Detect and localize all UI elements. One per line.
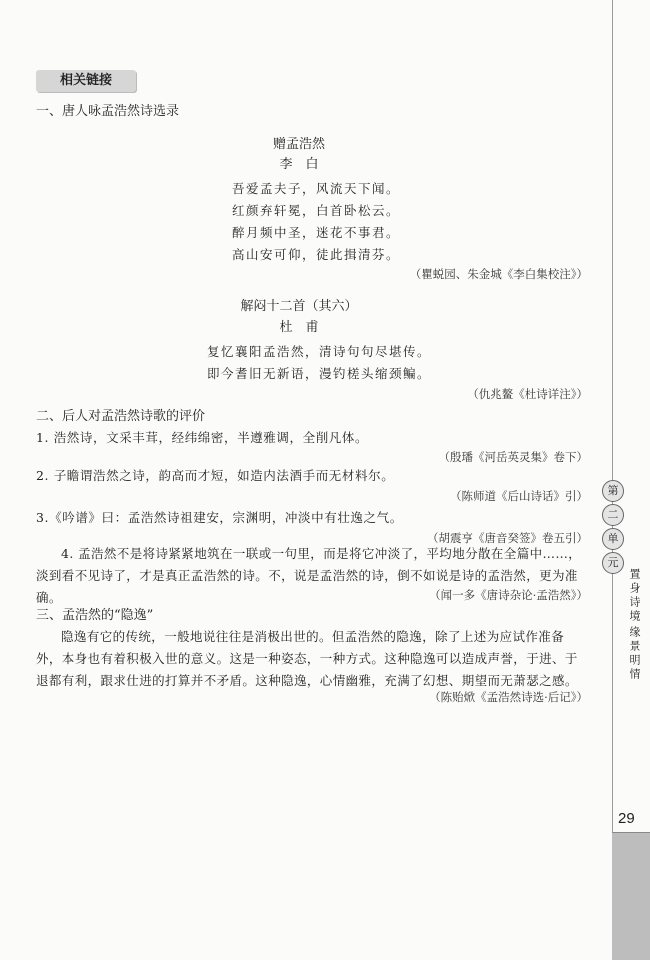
evaluation-source-2: （陈师道《后山诗话》引）	[450, 489, 588, 503]
poem2-source: （仇兆鳌《杜诗详注》）	[467, 387, 588, 401]
poem-line: 红颜弃轩冕，白首卧松云。	[232, 203, 401, 218]
poem-line: 即今耆旧无新语，漫钓槎头缩颈鳊。	[207, 366, 432, 381]
poem-line: 醉月频中圣，迷花不事君。	[232, 225, 401, 240]
unit-char: 第	[602, 480, 624, 502]
poem2-body	[207, 341, 431, 385]
unit-marker	[600, 480, 624, 576]
unit-char: 元	[602, 552, 624, 574]
unit-char: 二	[602, 504, 624, 526]
related-links-badge: 相关链接	[36, 70, 136, 92]
section1-heading: 一、唐人咏孟浩然诗选录	[36, 104, 180, 119]
poem1-title: 赠孟浩然	[272, 137, 325, 152]
section3-paragraph: 隐逸有它的传统，一般地说往往是消极出世的。但孟浩然的隐逸，除了上述为应试作准备外，本身也有着积极入世的意义。这是一种姿态，一种方式。这种隐逸可以造成声誉，于进、于退都有利，跟求仕进的打算并不矛盾。这种隐逸，心情幽雅，充满了幻想、期望而无萧瑟之感。	[36, 629, 578, 688]
unit-char: 单	[602, 528, 624, 550]
evaluation-item-3: 3.《吟谱》曰：孟浩然诗祖建安，宗渊明，冲淡中有壮逸之气。	[36, 510, 403, 525]
poem-line: 复忆襄阳孟浩然，清诗句句尽堪传。	[207, 344, 432, 359]
evaluation-item-1: 1. 浩然诗，文采丰茸，经纬绵密，半遵雅调，全削凡体。	[36, 430, 369, 445]
thumb-tab	[612, 833, 650, 960]
unit-theme-1: 置身诗境	[628, 568, 641, 624]
section2-heading: 二、后人对孟浩然诗歌的评价	[36, 409, 206, 424]
poem1-source: （瞿蜕园、朱金城《李白集校注》）	[409, 267, 588, 281]
poem-line: 吾爱孟夫子，风流天下闻。	[232, 181, 401, 196]
poem2-title: 解闷十二首（其六）	[240, 299, 358, 314]
unit-theme-2: 缘景明情	[628, 626, 641, 682]
section3-source: （陈贻焮《孟浩然诗选·后记》）	[429, 690, 588, 704]
evaluation-item-4: 4. 孟浩然不是将诗紧紧地筑在一联或一句里，而是将它冲淡了，平均地分散在全篇中……，淡到看不见诗了，才是真正孟浩然的诗。不，说是孟浩然的诗，倒不如说是诗的孟浩然，更为准确。	[36, 546, 582, 605]
page-number: 29	[618, 810, 635, 827]
evaluation-source-3: （胡震亨《唐音癸签》卷五引）	[427, 531, 588, 545]
poem2-author: 杜 甫	[279, 320, 319, 335]
poem1-author: 李 白	[279, 157, 319, 172]
evaluation-source-4: （闻一多《唐诗杂论·孟浩然》）	[429, 588, 588, 602]
evaluation-source-1: （殷璠《河岳英灵集》卷下）	[438, 450, 588, 464]
evaluation-item-2: 2. 子瞻谓浩然之诗，韵高而才短，如造内法酒手而无材料尔。	[36, 468, 395, 483]
poem-line: 高山安可仰，徒此揖清芬。	[232, 247, 401, 262]
section3-heading: 三、孟浩然的“隐逸”	[36, 608, 154, 623]
poem1-body	[232, 178, 400, 266]
